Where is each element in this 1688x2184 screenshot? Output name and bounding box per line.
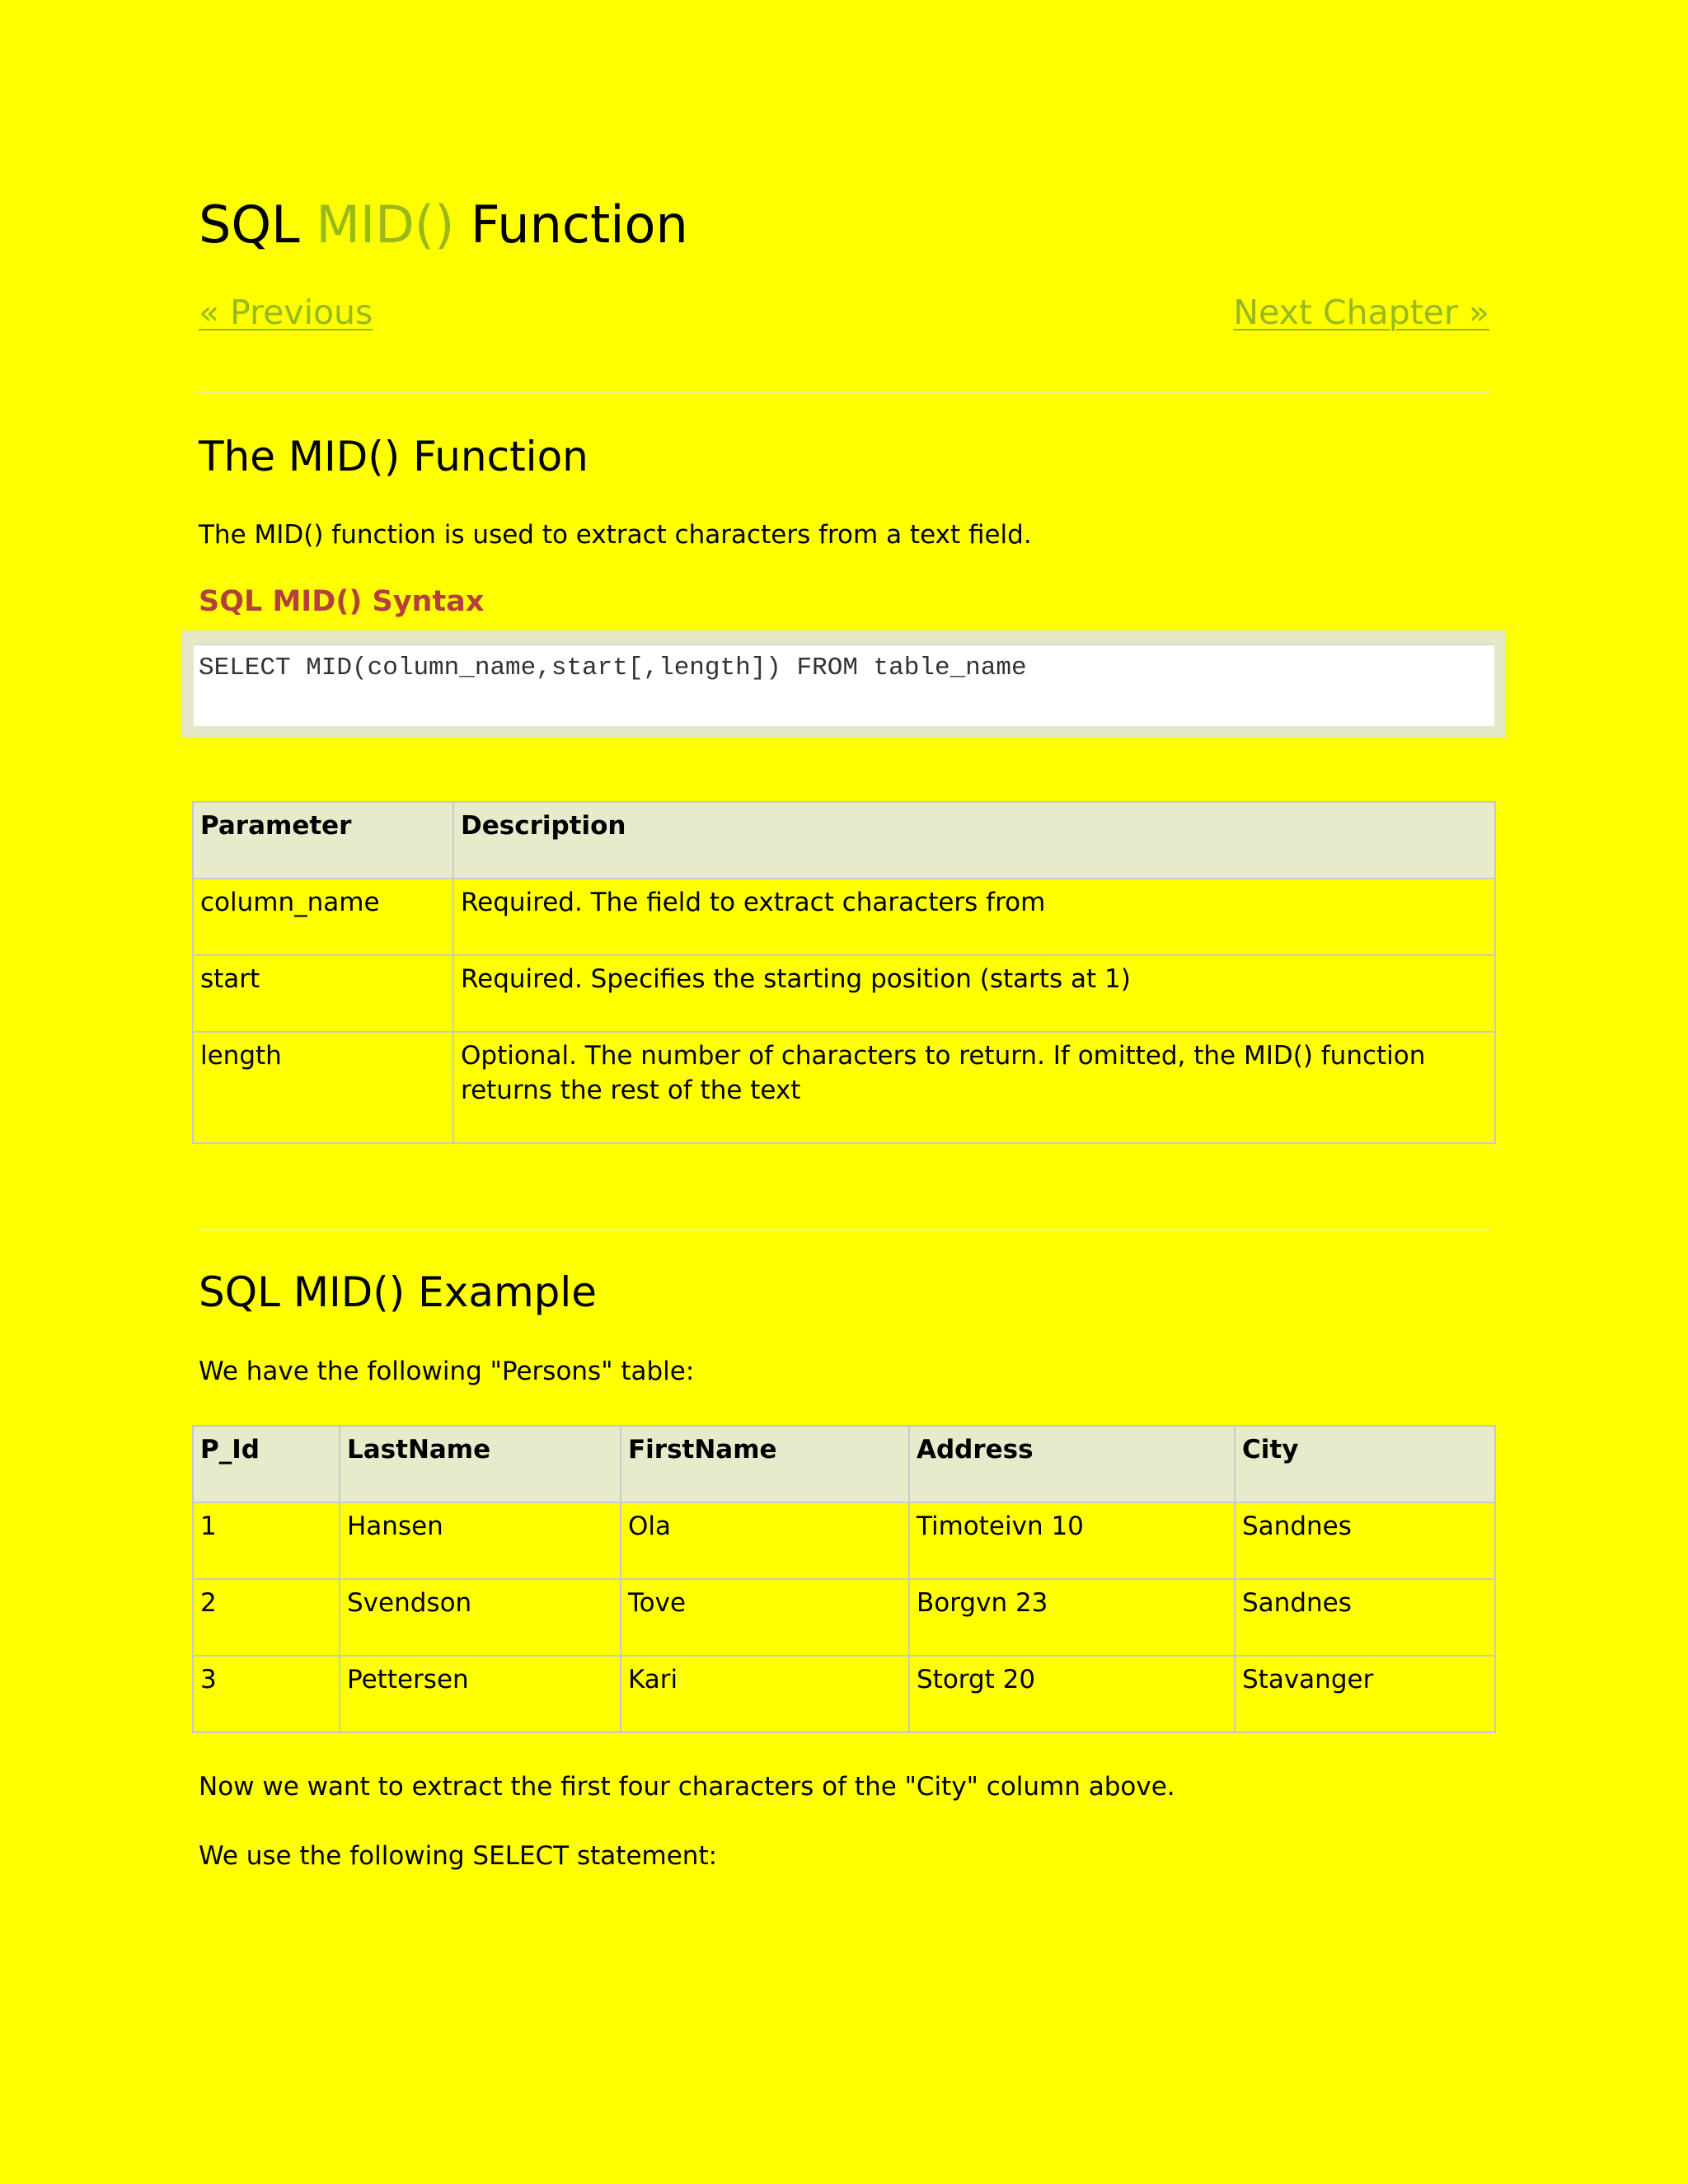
column-header: Description [453,802,1495,879]
column-header: P_Id [193,1426,340,1502]
table-cell: start [193,955,453,1032]
table-row [193,1502,1495,1579]
next-chapter-link[interactable]: Next Chapter » [1233,293,1489,332]
table-header-row [193,802,1495,879]
chapter-navigation [199,293,1489,342]
title-prefix: SQL [199,194,316,255]
column-header: LastName [340,1426,621,1502]
column-header: Address [909,1426,1235,1502]
persons-table [192,1425,1496,1733]
table-cell: Sandnes [1235,1502,1495,1579]
table-cell: Tove [621,1579,909,1656]
table-cell: Pettersen [340,1656,621,1732]
function-description: The MID() function is used to extract characters from a text field. [199,520,1032,550]
table-cell: 2 [193,1579,340,1656]
section-heading-function: The MID() Function [199,433,588,480]
column-header: Parameter [193,802,453,879]
table-row [193,1656,1495,1732]
table-row [193,1032,1495,1143]
table-cell: 1 [193,1502,340,1579]
table-cell: Ola [621,1502,909,1579]
table-cell: Required. The field to extract characters from [453,879,1495,955]
title-suffix: Function [454,194,688,255]
section-heading-example: SQL MID() Example [199,1268,598,1316]
syntax-heading: SQL MID() Syntax [199,585,485,618]
table-cell: Stavanger [1235,1656,1495,1732]
table-row [193,955,1495,1032]
table-header-row [193,1426,1495,1502]
table-cell: Storgt 20 [909,1656,1235,1732]
syntax-code: SELECT MID(column_name,start[,length]) FROM table_name [194,644,1494,726]
table-cell: Kari [621,1656,909,1732]
divider [199,1229,1489,1230]
divider [199,392,1489,394]
page-title [199,194,688,255]
table-cell: Svendson [340,1579,621,1656]
table-cell: length [193,1032,453,1143]
example-explanation: Now we want to extract the first four characters of the "City" column above. [199,1772,1175,1802]
table-row [193,1579,1495,1656]
table-cell: Required. Specifies the starting position (starts at 1) [453,955,1495,1032]
table-cell: Optional. The number of characters to return. If omitted, the MID() function returns the rest of the text [453,1032,1495,1143]
parameter-table [192,801,1496,1144]
table-cell: 3 [193,1656,340,1732]
table-cell: Hansen [340,1502,621,1579]
example-intro: We have the following "Persons" table: [199,1357,695,1386]
statement-intro: We use the following SELECT statement: [199,1841,718,1871]
table-cell: Sandnes [1235,1579,1495,1656]
previous-link[interactable]: « Previous [199,293,373,332]
table-cell: Timoteivn 10 [909,1502,1235,1579]
syntax-code-block [182,630,1506,738]
table-cell: Borgvn 23 [909,1579,1235,1656]
column-header: FirstName [621,1426,909,1502]
title-accent: MID() [316,194,455,255]
table-cell: column_name [193,879,453,955]
table-row [193,879,1495,955]
column-header: City [1235,1426,1495,1502]
